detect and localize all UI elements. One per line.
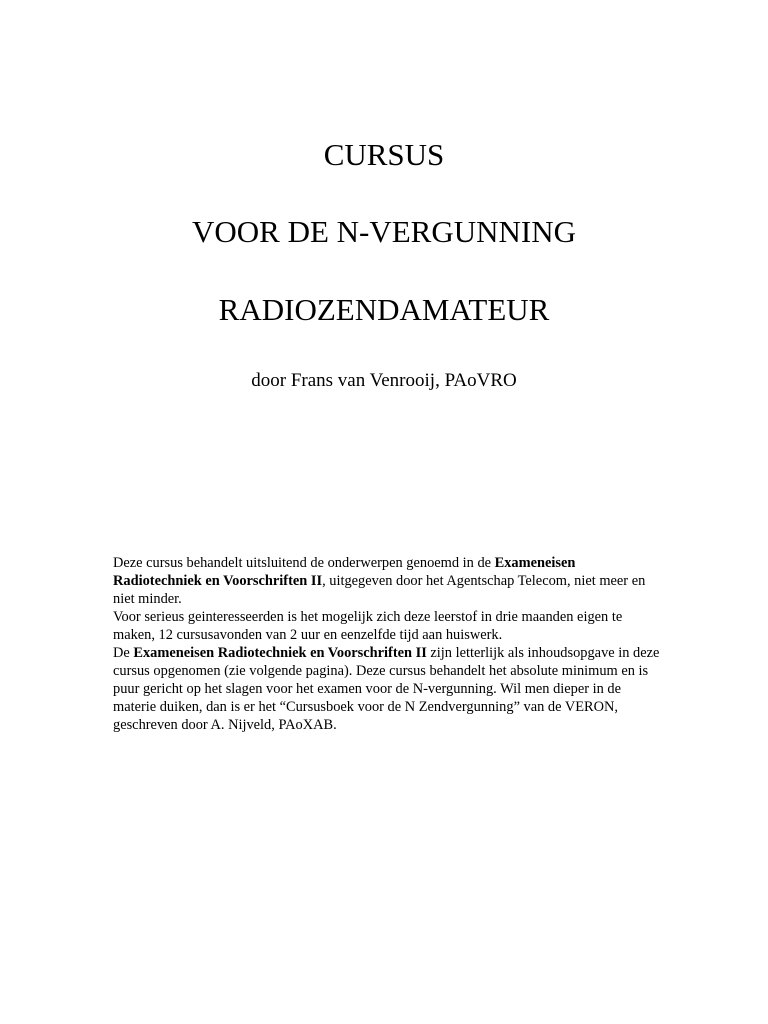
- title-line-vergunning: VOOR DE N-VERGUNNING: [191, 214, 577, 249]
- intro-p1-text: Deze cursus behandelt uitsluitend de onderwerpen genoemd in de: [113, 555, 495, 571]
- exameneisen-title-bold: Exameneisen Radiotechniek en Voorschriften II: [113, 555, 576, 589]
- intro-p1-text-end: , uitgegeven door het Agentschap Telecom, niet meer en niet minder.: [113, 573, 646, 607]
- exameneisen-title-bold-2: Exameneisen Radiotechniek en Voorschriften II: [133, 645, 427, 661]
- intro-p3-text-end: zijn letterlijk als inhoudsopgave in deze cursus opgenomen (zie volgende pagina). Deze cursus behandelt het absolute minimum en is puur gericht op het slagen voor het examen voor de N-vergunning. Wil men dieper in de materie duiken, dan is er het “Cursusboek voor de N Zendvergunning” van de VERON, geschreven door A. Nijveld, PAoXAB.: [113, 645, 660, 733]
- intro-paragraph-3: [113, 644, 661, 734]
- intro-text: [113, 554, 661, 734]
- intro-p3-text: De: [113, 645, 134, 661]
- title-line-cursus: CURSUS: [323, 137, 445, 172]
- intro-paragraph-2: Voor serieus geinteresseerden is het mogelijk zich deze leerstof in drie maanden eigen te maken, 12 cursusavonden van 2 uur en eenzelfde tijd aan huiswerk.: [113, 609, 623, 643]
- intro-paragraph-1: [113, 554, 661, 608]
- author-line: door Frans van Venrooij, PAoVRO: [251, 370, 517, 391]
- title-line-radiozendamateur: RADIOZENDAMATEUR: [218, 292, 550, 327]
